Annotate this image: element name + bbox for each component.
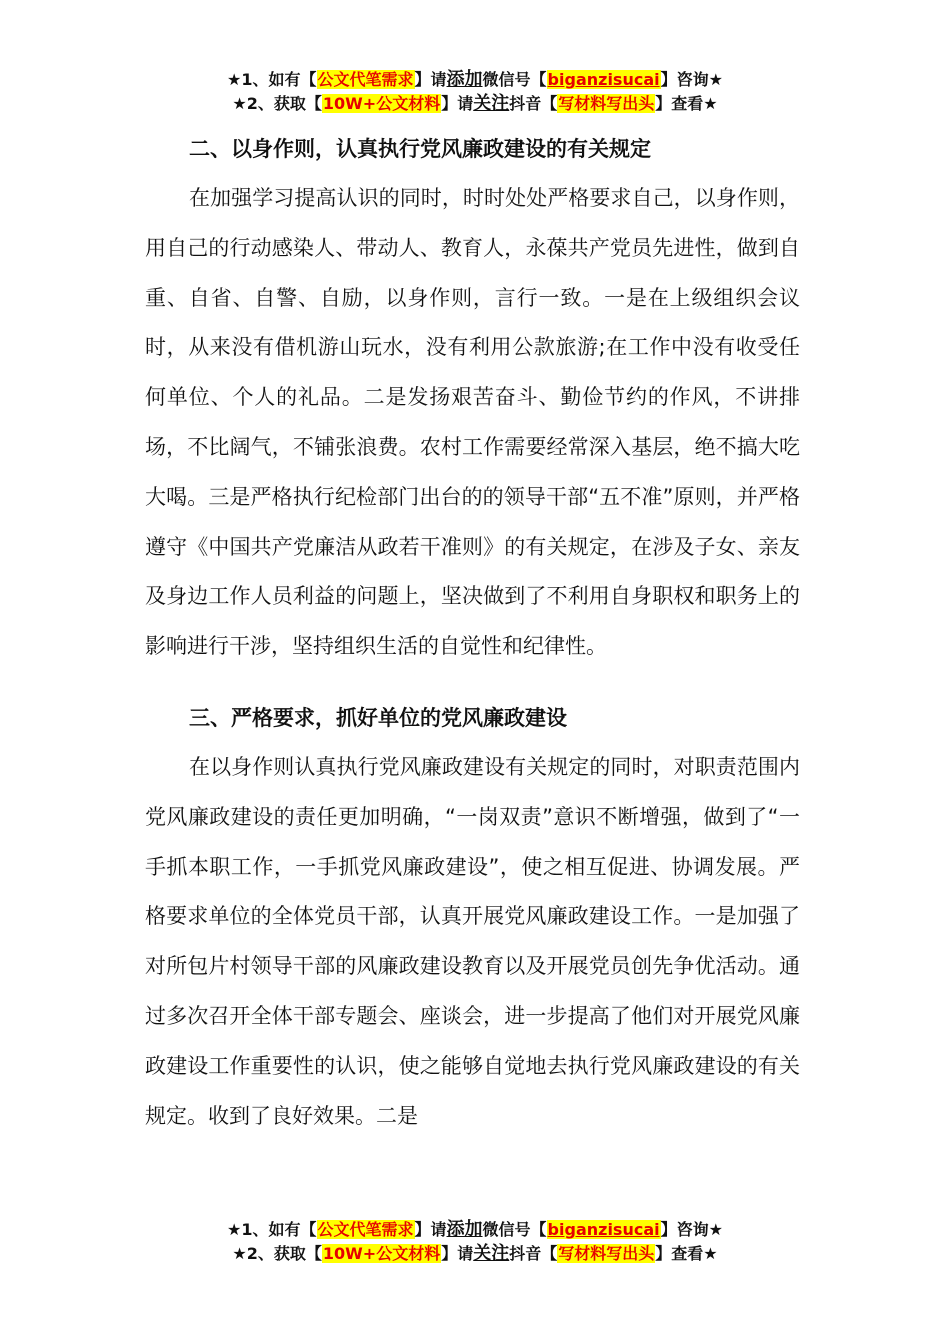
banner-line-1: [0, 1218, 950, 1242]
highlight-douyin-account: 写材料写出头: [558, 1244, 655, 1263]
banner-underlined-text: 关注: [473, 93, 510, 114]
highlight-materials: 10W+公文材料: [322, 1244, 441, 1263]
banner-text: 微信号【: [482, 70, 547, 89]
banner-text: 】请: [441, 1244, 474, 1263]
banner-text: 】请: [441, 94, 474, 113]
banner-underlined-text: 添加: [446, 1219, 483, 1240]
banner-text: 】查看★: [655, 94, 718, 113]
banner-underlined-text: 关注: [473, 1243, 510, 1264]
banner-text: 】请: [414, 70, 447, 89]
banner-text: ★2、获取【: [232, 1244, 322, 1263]
highlight-douyin-account: 写材料写出头: [558, 94, 655, 113]
banner-text: 抖音【: [509, 1244, 558, 1263]
banner-underlined-text: 添加: [446, 69, 483, 90]
banner-text: 抖音【: [509, 94, 558, 113]
header-banner: [0, 68, 950, 116]
banner-line-1: [0, 68, 950, 92]
banner-text: 】咨询★: [660, 70, 723, 89]
banner-text: 微信号【: [482, 1220, 547, 1239]
highlight-wechat-id: biganzisucai: [547, 70, 660, 89]
banner-text: ★2、获取【: [232, 94, 322, 113]
banner-line-2: [0, 92, 950, 116]
section-heading-2: 二、以身作则，认真执行党风廉政建设的有关规定: [189, 137, 651, 161]
highlight-materials: 10W+公文材料: [322, 94, 441, 113]
banner-line-2: [0, 1242, 950, 1266]
section-paragraph-3: 在以身作则认真执行党风廉政建设有关规定的同时，对职责范围内党风廉政建设的责任更加明确，“一岗双责”意识不断增强，做到了“一手抓本职工作，一手抓党风廉政建设”，使之相互促进、协调发展。严格要求单位的全体党员干部，认真开展党风廉政建设工作。一是加强了对所包片村领导干部的风廉政建设教育以及开展党员创先争优活动。通过多次召开全体干部专题会、座谈会，进一步提高了他们对开展党风廉政建设工作重要性的认识，使之能够自觉地去执行党风廉政建设的有关规定。收到了良好效果。二是: [145, 754, 800, 1128]
highlight-ghostwriting: 公文代笔需求: [317, 1220, 414, 1239]
banner-text: 】咨询★: [660, 1220, 723, 1239]
highlight-ghostwriting: 公文代笔需求: [317, 70, 414, 89]
section-heading-3: 三、严格要求，抓好单位的党风廉政建设: [189, 705, 567, 730]
footer-banner: [0, 1218, 950, 1266]
banner-text: ★1、如有【: [227, 1220, 317, 1239]
document-body: [145, 124, 800, 1141]
highlight-wechat-id: biganzisucai: [547, 1220, 660, 1239]
banner-text: 】查看★: [655, 1244, 718, 1263]
banner-text: 】请: [414, 1220, 447, 1239]
section-paragraph-2: 在加强学习提高认识的同时，时时处处严格要求自己，以身作则，用自己的行动感染人、带动人、教育人，永葆共产党员先进性，做到自重、自省、自警、自励，以身作则，言行一致。一是在上级组织会议时，从来没有借机游山玩水，没有利用公款旅游;在工作中没有收受任何单位、个人的礼品。二是发扬艰苦奋斗、勤俭节约的作风，不讲排场，不比阔气，不铺张浪费。农村工作需要经常深入基层，绝不搞大吃大喝。三是严格执行纪检部门出台的的领导干部“五不准”原则，并严格遵守《中国共产党廉洁从政若干准则》的有关规定，在涉及子女、亲友及身边工作人员利益的问题上，坚决做到了不利用自身职权和职务上的影响进行干涉，坚持组织生活的自觉性和纪律性。: [145, 186, 800, 659]
banner-text: ★1、如有【: [227, 70, 317, 89]
